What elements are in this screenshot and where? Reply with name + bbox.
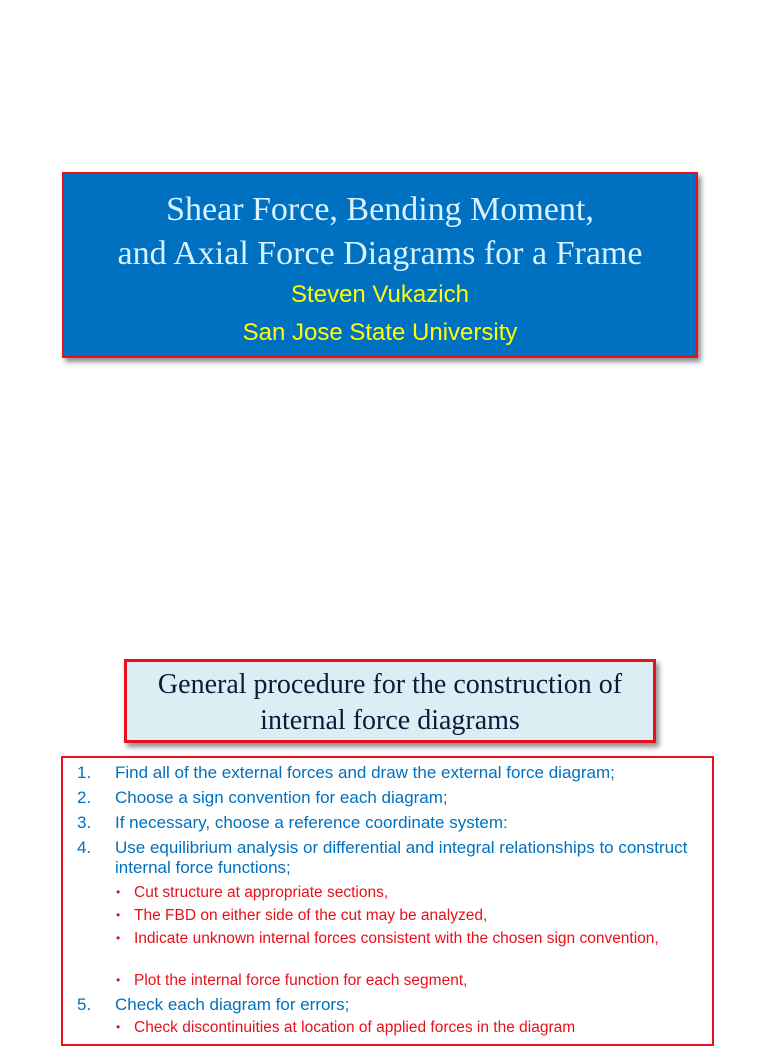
- bullet-icon: •: [116, 1020, 121, 1034]
- substep-text: Plot the internal force function for each segment,: [134, 972, 468, 989]
- institution-name: San Jose State University: [242, 319, 518, 346]
- substep-4: [116, 972, 702, 989]
- step-text: Check each diagram for errors;: [115, 995, 350, 1014]
- substep-text: Cut structure at appropriate sections,: [134, 884, 389, 901]
- bullet-icon: •: [116, 885, 121, 899]
- procedure-list-box: [61, 756, 714, 1046]
- step-text: If necessary, choose a reference coordinate system:: [115, 813, 508, 832]
- bullet-icon: •: [116, 931, 121, 945]
- author-name: Steven Vukazich: [291, 281, 469, 308]
- title-line-2: and Axial Force Diagrams for a Frame: [117, 235, 643, 272]
- bullet-icon: •: [116, 908, 121, 922]
- title-slide-box: [62, 172, 698, 358]
- step-number: 3.: [77, 813, 92, 832]
- step-1: [77, 763, 704, 783]
- step-3: [77, 813, 704, 833]
- step-number: 1.: [77, 763, 92, 782]
- substep-5: [116, 1019, 702, 1036]
- step-number: 5.: [77, 995, 92, 1014]
- procedure-heading-box: [124, 659, 656, 743]
- step-5: [77, 995, 704, 1015]
- procedure-heading-line-2: internal force diagrams: [260, 705, 520, 736]
- step-2: [77, 788, 704, 808]
- substep-text: The FBD on either side of the cut may be analyzed,: [134, 907, 488, 924]
- substep-text: Indicate unknown internal forces consistent with the chosen sign convention,: [134, 930, 659, 947]
- step-4: [77, 838, 704, 878]
- title-line-1: Shear Force, Bending Moment,: [166, 191, 594, 228]
- step-text: Use equilibrium analysis or differential and integral relationships to construct internal force functions;: [115, 838, 688, 877]
- substep-1: [116, 884, 702, 901]
- substep-text: Check discontinuities at location of applied forces in the diagram: [134, 1019, 576, 1036]
- substep-2: [116, 907, 702, 924]
- bullet-icon: •: [116, 973, 121, 987]
- step-text: Choose a sign convention for each diagram;: [115, 788, 448, 807]
- substep-3: [116, 930, 702, 947]
- step-number: 4.: [77, 838, 92, 857]
- step-text: Find all of the external forces and draw the external force diagram;: [115, 763, 615, 782]
- procedure-heading-line-1: General procedure for the construction of: [157, 669, 623, 700]
- step-number: 2.: [77, 788, 92, 807]
